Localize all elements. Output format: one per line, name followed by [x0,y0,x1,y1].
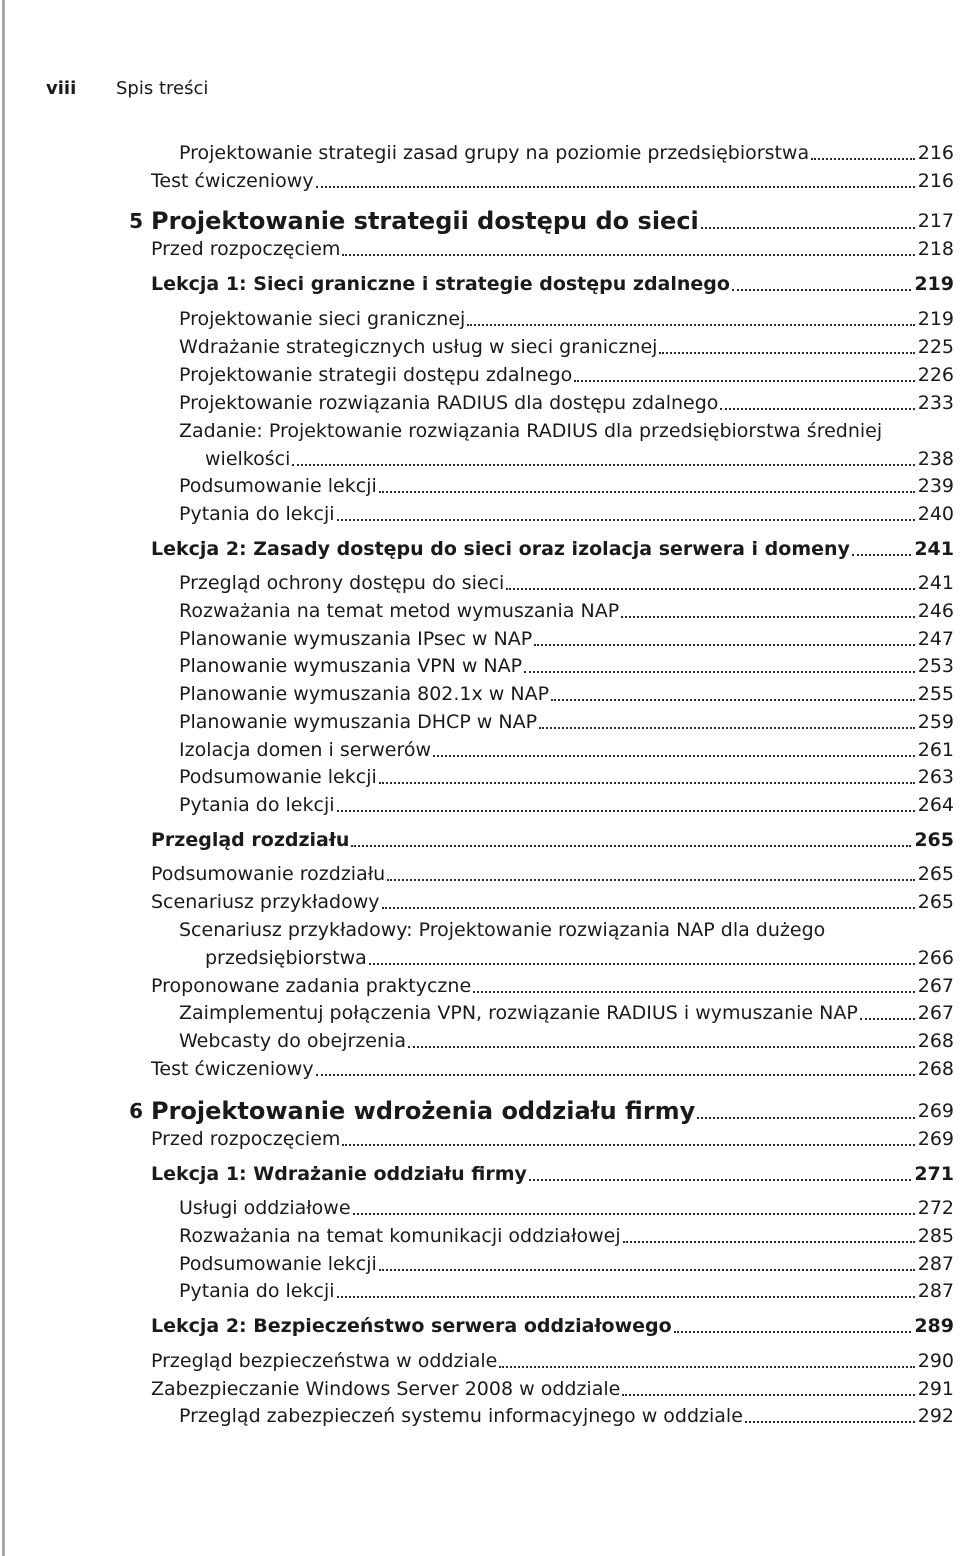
page-number: 240 [917,503,954,525]
toc-entry[interactable] [151,1347,954,1375]
page-number: 218 [917,238,954,260]
toc-entry[interactable] [179,708,954,736]
toc-entry-title-line: Zadanie: Projektowanie rozwiązania RADIUS dla przedsiębiorstwa średniej [179,420,883,442]
dot-leader [379,1269,915,1271]
page-number: 287 [917,1280,954,1302]
dot-leader [351,845,911,847]
toc-entry-title: Podsumowanie rozdziału [151,863,386,885]
page-number: 238 [917,448,954,470]
toc-entry[interactable] [179,736,954,764]
dot-leader [467,324,914,326]
toc-entry-title: Lekcja 1: Wdrażanie oddziału firmy [151,1163,527,1185]
toc-entry[interactable] [151,1125,954,1153]
toc-entry[interactable] [179,597,954,625]
toc-entry-title: Podsumowanie lekcji [179,766,377,788]
toc-entry[interactable] [151,888,954,916]
page-number: 226 [917,364,954,386]
dot-leader [732,289,911,291]
page-number: 271 [914,1163,954,1185]
toc-entry-title: Pytania do lekcji [179,1280,335,1302]
toc-entry[interactable] [205,944,954,972]
toc-entry-title: Podsumowanie lekcji [179,475,377,497]
dot-leader [337,1296,915,1298]
page-number: 291 [917,1378,954,1400]
toc-entry[interactable] [179,999,954,1027]
toc-entry[interactable] [179,763,954,791]
dot-leader [379,491,915,493]
dot-leader [623,1241,915,1243]
dot-leader [506,588,914,590]
dot-leader [697,1117,914,1119]
toc-entry[interactable] [179,652,954,680]
page-number: 247 [917,628,954,650]
page-number: 259 [917,711,954,733]
toc-entry[interactable] [151,1055,954,1083]
page-number: 264 [917,794,954,816]
dot-leader [701,227,915,229]
toc-entry-title: Zabezpieczanie Windows Server 2008 w oddziale [151,1378,621,1400]
toc-entry[interactable] [179,139,954,167]
dot-leader [387,879,915,881]
dot-leader [316,1074,915,1076]
toc-entry[interactable] [179,305,954,333]
page-number: 219 [914,273,954,295]
running-title: Spis treści [116,77,209,99]
page-number: 246 [917,600,954,622]
toc-entry-title: Test ćwiczeniowy [151,1058,314,1080]
toc-entry-title: Rozważania na temat komunikacji oddziałowej [179,1225,621,1247]
dot-leader [379,782,915,784]
toc-entry-title: Podsumowanie lekcji [179,1253,377,1275]
toc-entry-title: Lekcja 2: Zasady dostępu do sieci oraz izolacja serwera i domeny [151,538,850,560]
toc-entry[interactable] [151,535,954,563]
page-number: 263 [917,766,954,788]
toc-entry-title-line: Scenariusz przykładowy: Projektowanie rozwiązania NAP dla dużego [179,919,826,941]
toc-entry-title: Projektowanie strategii zasad grupy na poziomie przedsiębiorstwa [179,142,810,164]
dot-leader [292,464,914,466]
dot-leader [473,991,915,993]
page-number: 268 [917,1058,954,1080]
toc-entry[interactable] [179,361,954,389]
toc-entry-title: Planowanie wymuszania VPN w NAP [179,655,523,677]
dot-leader [433,755,915,757]
dot-leader [337,810,915,812]
page-number: 261 [917,739,954,761]
toc-entry[interactable] [151,235,954,263]
toc-entry-title: Scenariusz przykładowy [151,891,380,913]
page-number: 272 [917,1197,954,1219]
toc-entry-title: Planowanie wymuszania IPsec w NAP [179,628,533,650]
toc-entry-title: Lekcja 1: Sieci graniczne i strategie dostępu zdalnego [151,273,730,295]
page-number: 266 [917,947,954,969]
toc-entry-title: Test ćwiczeniowy [151,170,314,192]
page-number: 233 [917,392,954,414]
toc-entry-title: Planowanie wymuszania 802.1x w NAP [179,683,550,705]
toc-entry-title: Projektowanie strategii dostępu zdalnego [179,364,573,386]
toc-entry[interactable] [205,445,954,473]
toc-entry[interactable] [179,500,954,528]
toc-entry[interactable] [179,333,954,361]
dot-leader [353,1213,915,1215]
toc-entry[interactable] [179,1250,954,1278]
dot-leader [342,254,914,256]
toc-entry-title: Pytania do lekcji [179,794,335,816]
toc-entry-title: Zaimplementuj połączenia VPN, rozwiązanie RADIUS i wymuszanie NAP [179,1002,858,1024]
toc-entry-title: Przegląd rozdziału [151,829,350,851]
toc-entry-title: Przegląd ochrony dostępu do sieci [179,572,505,594]
toc-entry-title: Przed rozpoczęciem [151,1128,341,1150]
page-number: 285 [917,1225,954,1247]
toc-entry-title: wielkości [205,448,291,470]
dot-leader [811,158,915,160]
page-number: 219 [917,308,954,330]
toc-entry-title: Lekcja 2: Bezpieczeństwo serwera oddziałowego [151,1315,672,1337]
toc-entry[interactable] [179,1027,954,1055]
page-number: 269 [917,1128,954,1150]
page-number: 255 [917,683,954,705]
toc-entry[interactable] [151,826,954,854]
toc-entry[interactable] [179,472,954,500]
toc-entry[interactable] [179,625,954,653]
page-number: 241 [917,572,954,594]
toc-entry-title: Proponowane zadania praktyczne [151,975,472,997]
toc-entry-title: Pytania do lekcji [179,503,335,525]
toc-entry-title: Przegląd zabezpieczeń systemu informacyjnego w oddziale [179,1405,743,1427]
toc-entry[interactable] [151,860,954,888]
dot-leader [539,727,915,729]
toc-entry[interactable] [179,389,954,417]
toc-entry-title: Projektowanie rozwiązania RADIUS dla dostępu zdalnego [179,392,719,414]
dot-leader [852,554,911,556]
dot-leader [408,1046,915,1048]
toc-entry-title: Przegląd bezpieczeństwa w oddziale [151,1350,498,1372]
toc-entry[interactable] [151,972,954,1000]
page-number: 267 [917,975,954,997]
page-number: 225 [917,336,954,358]
dot-leader [316,186,915,188]
toc-entry[interactable] [179,1194,954,1222]
toc-entry[interactable] [151,1160,954,1188]
chapter-number: 5 [129,209,143,233]
page-number: 239 [917,475,954,497]
toc-entry-title: Usługi oddziałowe [179,1197,351,1219]
dot-leader [860,1018,915,1020]
toc-entry[interactable] [179,680,954,708]
dot-leader [382,907,915,909]
page-number: 216 [917,170,954,192]
toc-entry-title: Rozważania na temat metod wymuszania NAP [179,600,620,622]
toc-entry-title: Izolacja domen i serwerów [179,739,432,761]
toc-entry-title: Wdrażanie strategicznych usług w sieci granicznej [179,336,658,358]
dot-leader [622,1394,914,1396]
toc-entry-title: przedsiębiorstwa [205,947,367,969]
dot-leader [551,699,915,701]
page-number: 268 [917,1030,954,1052]
toc-entry[interactable] [151,1375,954,1403]
dot-leader [499,1366,914,1368]
dot-leader [529,1179,911,1181]
page-number: 290 [917,1350,954,1372]
toc-entry[interactable] [179,1222,954,1250]
toc-entry-title: Planowanie wymuszania DHCP w NAP [179,711,538,733]
toc-entry[interactable] [151,1312,954,1340]
toc-entry[interactable] [151,270,954,298]
dot-leader [342,1144,914,1146]
page-number: 265 [914,829,954,851]
toc-entry-title: Projektowanie wdrożenia oddziału firmy [151,1097,696,1125]
toc-entry[interactable] [179,1277,954,1305]
toc-entry[interactable] [179,1402,954,1430]
page-number: 292 [917,1405,954,1427]
dot-leader [524,671,915,673]
page-number: 265 [917,863,954,885]
toc-entry-title: Przed rozpoczęciem [151,238,341,260]
toc-entry[interactable] [179,569,954,597]
page-number: 253 [917,655,954,677]
dot-leader [369,963,915,965]
page-number: 241 [914,538,954,560]
toc-entry-title: Projektowanie strategii dostępu do sieci [151,207,699,235]
dot-leader [337,519,915,521]
toc-entry[interactable] [151,167,954,195]
dot-leader [720,408,914,410]
dot-leader [674,1331,912,1333]
page-number: 287 [917,1253,954,1275]
chapter-number: 6 [129,1099,143,1123]
dot-leader [534,644,915,646]
dot-leader [745,1421,915,1423]
dot-leader [621,616,915,618]
toc-chapter-entry[interactable] [129,1094,954,1128]
page-number: 289 [914,1315,954,1337]
page-folio: viii [46,77,77,99]
page-number: 269 [917,1100,954,1122]
toc-entry-title: Projektowanie sieci granicznej [179,308,466,330]
toc-chapter-entry[interactable] [129,204,954,238]
page-number: 267 [917,1002,954,1024]
page-number: 217 [917,210,954,232]
page-number: 216 [917,142,954,164]
toc-entry-title: Webcasty do obejrzenia [179,1030,406,1052]
dot-leader [574,380,914,382]
page-number: 265 [917,891,954,913]
toc-entry[interactable] [179,791,954,819]
dot-leader [659,352,914,354]
